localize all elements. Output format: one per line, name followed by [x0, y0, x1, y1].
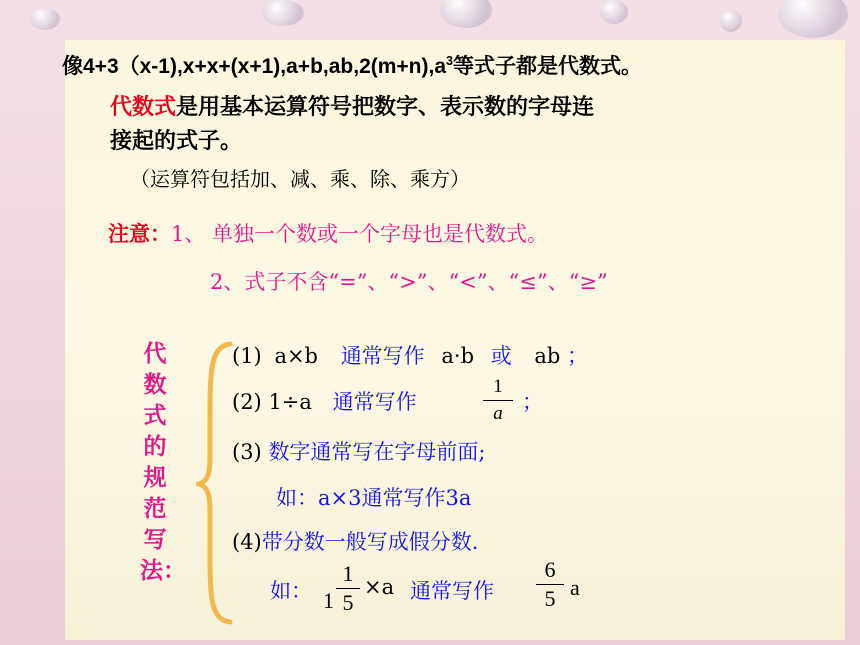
fraction-denominator: 5 — [544, 586, 556, 611]
exponent: 3 — [446, 54, 454, 68]
bubble-decoration — [30, 8, 60, 30]
bubble-decoration — [600, 0, 628, 24]
rule-1-or: 或 — [490, 344, 512, 368]
improper-fraction — [536, 558, 564, 611]
mixed-number-fraction — [336, 562, 360, 615]
rule-1-ab: ab — [534, 344, 561, 368]
rule-1-dot-form: a·b — [441, 344, 475, 368]
definition-line-2: 接起的式子。 — [110, 129, 243, 154]
rule-1-semicolon: ； — [567, 344, 589, 368]
rule-4-example-label: 如： — [270, 579, 312, 603]
rule-4-result-variable: a — [570, 575, 580, 600]
examples-line — [62, 50, 642, 80]
rule-4 — [232, 526, 478, 556]
fraction-denominator: 5 — [342, 590, 354, 615]
fraction-bar — [483, 400, 513, 401]
brace-icon — [196, 338, 236, 628]
operators-note: （运算符包括加、减、乘、除、乘方） — [130, 167, 470, 191]
rule-4-description: 带分数一般写成假分数. — [261, 530, 479, 554]
rules-title: 代数式的规范写法： — [140, 340, 186, 584]
rule-3-example-expr: a×3 — [318, 486, 362, 510]
rule-3 — [232, 436, 486, 466]
rule-3-example-desc: 通常写作 — [361, 486, 446, 510]
fraction-denominator: a — [493, 403, 503, 424]
rule-4-example-desc: 通常写作 — [410, 579, 494, 603]
note-item-1: 1、 单独一个数或一个字母也是代数式。 — [171, 222, 549, 246]
rule-2-expression: 1÷a — [268, 390, 312, 414]
rule-2-fraction — [483, 376, 513, 425]
examples-suffix: 等式子都是代数式。 — [453, 55, 643, 78]
note-label: 注意： — [108, 222, 171, 246]
fraction-numerator: 1 — [493, 376, 503, 397]
examples-prefix: 像4+3（x-1),x+x+(x+1),a+b,ab,2(m+n),a — [62, 55, 447, 78]
rule-2 — [232, 386, 417, 416]
bubble-decoration — [262, 0, 304, 26]
rule-1-expression: a×b — [274, 344, 318, 368]
note-item-2: 2、式子不含“=”、“>”、“<”、“≤”、“≥” — [210, 270, 608, 294]
rule-3-example-label: 如： — [276, 486, 318, 510]
rule-2-semicolon: ； — [522, 390, 543, 414]
definition-term: 代数式 — [110, 95, 177, 120]
fraction-bar — [536, 584, 564, 585]
rule-2-description: 通常写作 — [332, 390, 417, 414]
mixed-number-whole: 1 — [323, 588, 334, 613]
rule-4-number: (4) — [232, 530, 262, 554]
rule-3-example-result: 3a — [445, 486, 472, 510]
rule-2-number: (2) — [232, 390, 262, 414]
rule-3-example — [276, 482, 471, 512]
bubble-decoration — [720, 10, 742, 32]
note-line-1 — [108, 218, 548, 248]
rule-3-description: 数字通常写在字母前面; — [268, 440, 486, 464]
fraction-numerator: 6 — [544, 557, 556, 582]
definition-line-1 — [110, 90, 594, 121]
rule-4-times-a: ×a — [364, 575, 395, 599]
rule-1 — [232, 340, 588, 370]
fraction-numerator: 1 — [342, 561, 354, 586]
rule-1-description: 通常写作 — [340, 344, 425, 368]
fraction-bar — [336, 588, 360, 589]
rule-3-number: (3) — [232, 440, 262, 464]
rule-1-number: (1) — [232, 344, 262, 368]
definition-text: 是用基本运算符号把数字、表示数的字母连 — [176, 95, 595, 120]
